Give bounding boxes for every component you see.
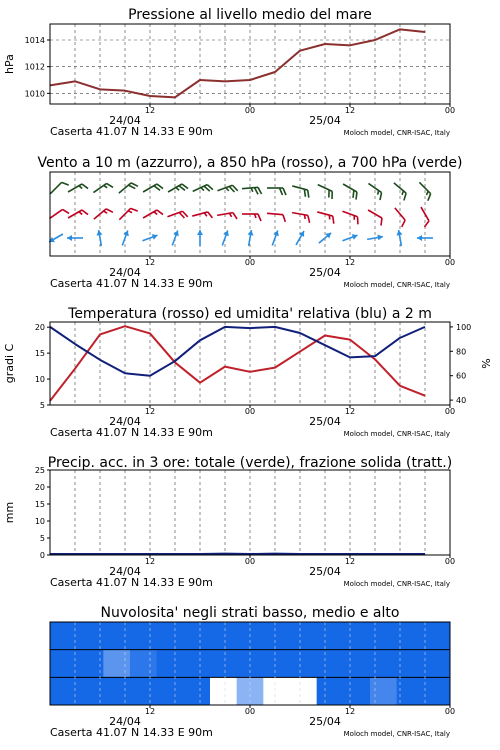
barb-feather	[282, 215, 286, 222]
cloud-cell	[370, 650, 397, 678]
x-tick-label: 00	[244, 557, 256, 566]
y-tick-label-right: 60	[456, 371, 467, 381]
wind-barb	[119, 181, 138, 199]
x-tick-label: 12	[344, 557, 356, 566]
cloud-cell	[210, 650, 237, 678]
y-tick-label-right: 80	[456, 347, 467, 357]
cloud-cell	[397, 677, 424, 705]
y-tick-label: 10	[34, 517, 45, 526]
x-tick-label: 00	[244, 106, 256, 115]
cloud-cell	[130, 650, 157, 678]
cloud-cell	[210, 677, 237, 705]
panel-title: Precip. acc. in 3 ore: totale (verde), frazione solida (tratt.)	[47, 455, 453, 471]
y-tick-label: 10	[34, 375, 45, 385]
barb-arrowhead	[417, 235, 422, 241]
y-tick-label: 20	[34, 323, 45, 333]
model-credit: Moloch model, CNR-ISAC, Italy	[343, 430, 450, 438]
wind-barb	[68, 209, 88, 225]
wind-barb	[389, 183, 408, 201]
x-tick-label: 00	[244, 407, 256, 416]
wind-barb	[167, 210, 187, 223]
cloud-cell	[263, 622, 290, 650]
cloud-cell	[423, 677, 450, 705]
barb-feather	[329, 191, 335, 199]
date-label: 24/04	[109, 266, 141, 279]
y-tick-label: 15	[34, 500, 45, 509]
barb-feather	[82, 209, 88, 217]
barb-half-feather	[104, 185, 108, 189]
x-tick-label: 12	[144, 258, 156, 267]
cloud-cell	[290, 622, 317, 650]
wind-barb	[290, 186, 310, 198]
barb-feather	[423, 221, 431, 227]
panel-title: Temperatura (rosso) ed umidita' relativa (blu) a 2 m	[68, 306, 432, 322]
barb-shaft	[267, 213, 283, 214]
barb-arrowhead	[48, 237, 55, 245]
wind-barb	[49, 208, 69, 225]
x-tick-label: 00	[444, 707, 456, 716]
cloud-cell	[290, 650, 317, 678]
cloud-cell	[130, 677, 157, 705]
cloud-cell	[317, 650, 344, 678]
barb-arrowhead	[123, 229, 130, 236]
station-location: Caserta 41.07 N 14.33 E 90m	[50, 125, 213, 138]
y-tick-label-right: 40	[456, 396, 467, 406]
cloud-cell	[290, 677, 317, 705]
cloud-cell	[183, 650, 210, 678]
date-label: 25/04	[309, 415, 341, 428]
y-axis-label: mm	[3, 501, 16, 524]
cloud-cell	[50, 650, 77, 678]
x-tick-label: 00	[444, 258, 456, 267]
station-location: Caserta 41.07 N 14.33 E 90m	[50, 426, 213, 439]
x-tick-label: 12	[344, 106, 356, 115]
barb-half-feather	[103, 210, 107, 214]
wind-barb	[414, 182, 432, 200]
panel-title: Nuvolosita' negli strati basso, medio e alto	[100, 605, 400, 621]
station-location: Caserta 41.07 N 14.33 E 90m	[50, 277, 213, 290]
y-axis-label: hPa	[3, 54, 16, 74]
barb-feather	[233, 212, 237, 219]
barb-arrowhead	[173, 229, 180, 236]
wind-barb	[192, 211, 212, 223]
barb-feather	[283, 188, 286, 195]
wind-barb	[415, 207, 431, 227]
barb-feather	[258, 187, 262, 194]
barb-arrowhead	[352, 232, 359, 239]
wind-barb	[389, 208, 407, 227]
date-label: 25/04	[309, 266, 341, 279]
wind-barb	[143, 183, 163, 199]
cloud-cell	[103, 650, 130, 678]
barb-shaft	[49, 209, 62, 218]
barb-half-feather	[128, 210, 132, 214]
cloud-cell	[343, 622, 370, 650]
cloud-cell	[370, 677, 397, 705]
date-label: 25/04	[309, 565, 341, 578]
y-tick-label: 5	[39, 534, 45, 543]
barb-feather	[378, 218, 384, 226]
y-tick-label: 1014	[24, 36, 45, 45]
barb-feather	[208, 211, 213, 219]
wind-barb	[119, 206, 137, 224]
y-tick-label-right: 100	[456, 322, 472, 332]
y-axis-label: %	[480, 358, 493, 369]
barb-feather	[63, 208, 69, 215]
cloud-cell	[50, 677, 77, 705]
x-tick-label: 00	[444, 557, 456, 566]
barb-feather	[355, 217, 360, 225]
x-tick-label: 12	[344, 258, 356, 267]
x-tick-label: 00	[244, 258, 256, 267]
cloud-cell	[157, 677, 184, 705]
cloud-cell	[263, 677, 290, 705]
date-label: 24/04	[109, 715, 141, 728]
barb-shaft	[50, 182, 61, 193]
barb-feather	[331, 216, 336, 224]
wind-barb	[266, 213, 286, 222]
barb-half-feather	[401, 191, 405, 195]
cloud-cell	[183, 622, 210, 650]
wind-barb	[291, 213, 311, 223]
wind-barb	[396, 230, 405, 247]
wind-barb	[242, 187, 262, 196]
barb-half-feather	[425, 191, 429, 195]
barb-arrowhead	[152, 232, 159, 239]
y-tick-label: 15	[34, 349, 45, 359]
cloud-cell	[157, 622, 184, 650]
x-tick-label: 00	[444, 106, 456, 115]
wind-barb	[267, 188, 286, 195]
cloud-cell	[317, 677, 344, 705]
cloud-cell	[370, 622, 397, 650]
cloud-cell	[317, 622, 344, 650]
wind-barb	[242, 214, 261, 221]
wind-barb	[94, 207, 113, 225]
y-tick-label: 20	[34, 483, 45, 492]
cloud-cell	[343, 677, 370, 705]
wind-barb	[68, 183, 88, 199]
wind-barb	[365, 210, 385, 226]
barb-feather	[254, 187, 258, 194]
barb-feather	[62, 180, 69, 187]
date-label: 24/04	[109, 415, 141, 428]
wind-barb	[315, 212, 335, 224]
barb-arrowhead	[67, 235, 72, 241]
cloud-cell	[397, 622, 424, 650]
y-tick-label: 1010	[24, 89, 45, 99]
y-tick-label: 1012	[24, 62, 45, 72]
station-location: Caserta 41.07 N 14.33 E 90m	[50, 576, 213, 589]
wind-barb	[168, 183, 188, 199]
x-tick-label: 00	[444, 407, 456, 416]
wind-barb	[143, 209, 163, 225]
wind-barb	[50, 180, 68, 198]
cloud-cell	[130, 622, 157, 650]
wind-barb	[217, 184, 237, 197]
cloud-cell	[103, 677, 130, 705]
cloud-cell	[423, 622, 450, 650]
date-label: 24/04	[109, 565, 141, 578]
barb-arrowhead	[223, 229, 230, 236]
date-label: 24/04	[109, 114, 141, 127]
cloud-cell	[397, 650, 424, 678]
panel-title: Vento a 10 m (azzurro), a 850 hPa (rosso), a 700 hPa (verde)	[37, 155, 463, 171]
cloud-cell	[157, 650, 184, 678]
series-line	[50, 29, 425, 97]
x-tick-label: 12	[344, 407, 356, 416]
wind-barb	[217, 212, 237, 222]
model-credit: Moloch model, CNR-ISAC, Italy	[343, 281, 450, 289]
cloud-cell	[50, 622, 77, 650]
cloud-cell	[423, 650, 450, 678]
y-tick-label: 0	[39, 551, 45, 560]
barb-feather	[258, 214, 261, 221]
barb-feather	[306, 190, 311, 198]
barb-feather	[82, 183, 88, 191]
barb-arrowhead	[197, 230, 203, 235]
model-credit: Moloch model, CNR-ISAC, Italy	[343, 580, 450, 588]
barb-feather	[107, 182, 113, 189]
cloud-cell	[103, 622, 130, 650]
y-tick-label: 5	[39, 401, 45, 410]
wind-barb	[93, 182, 113, 199]
date-label: 25/04	[309, 715, 341, 728]
x-tick-label: 12	[144, 557, 156, 566]
cloud-cell	[210, 622, 237, 650]
wind-barb	[246, 230, 255, 247]
model-credit: Moloch model, CNR-ISAC, Italy	[343, 730, 450, 738]
barb-feather	[280, 188, 283, 195]
x-tick-label: 12	[344, 707, 356, 716]
y-axis-label: gradi C	[3, 343, 16, 384]
wind-barb	[364, 183, 384, 200]
y-tick-label: 25	[34, 466, 45, 475]
barb-feather	[400, 220, 407, 227]
date-label: 25/04	[309, 114, 341, 127]
barb-arrowhead	[273, 229, 280, 236]
station-location: Caserta 41.07 N 14.33 E 90m	[50, 726, 213, 739]
barb-feather	[307, 215, 311, 222]
wind-barb	[340, 184, 360, 200]
wind-barb	[197, 230, 203, 246]
x-tick-label: 12	[144, 106, 156, 115]
wind-barb	[96, 230, 105, 247]
panel-title: Pressione al livello medio del mare	[128, 7, 372, 23]
cloud-cell	[183, 677, 210, 705]
wind-barb	[193, 183, 213, 197]
cloud-cell	[263, 650, 290, 678]
x-tick-label: 12	[144, 407, 156, 416]
model-credit: Moloch model, CNR-ISAC, Italy	[343, 129, 450, 137]
x-tick-label: 12	[144, 707, 156, 716]
barb-feather	[157, 209, 163, 217]
cloud-cell	[343, 650, 370, 678]
x-tick-label: 00	[244, 707, 256, 716]
